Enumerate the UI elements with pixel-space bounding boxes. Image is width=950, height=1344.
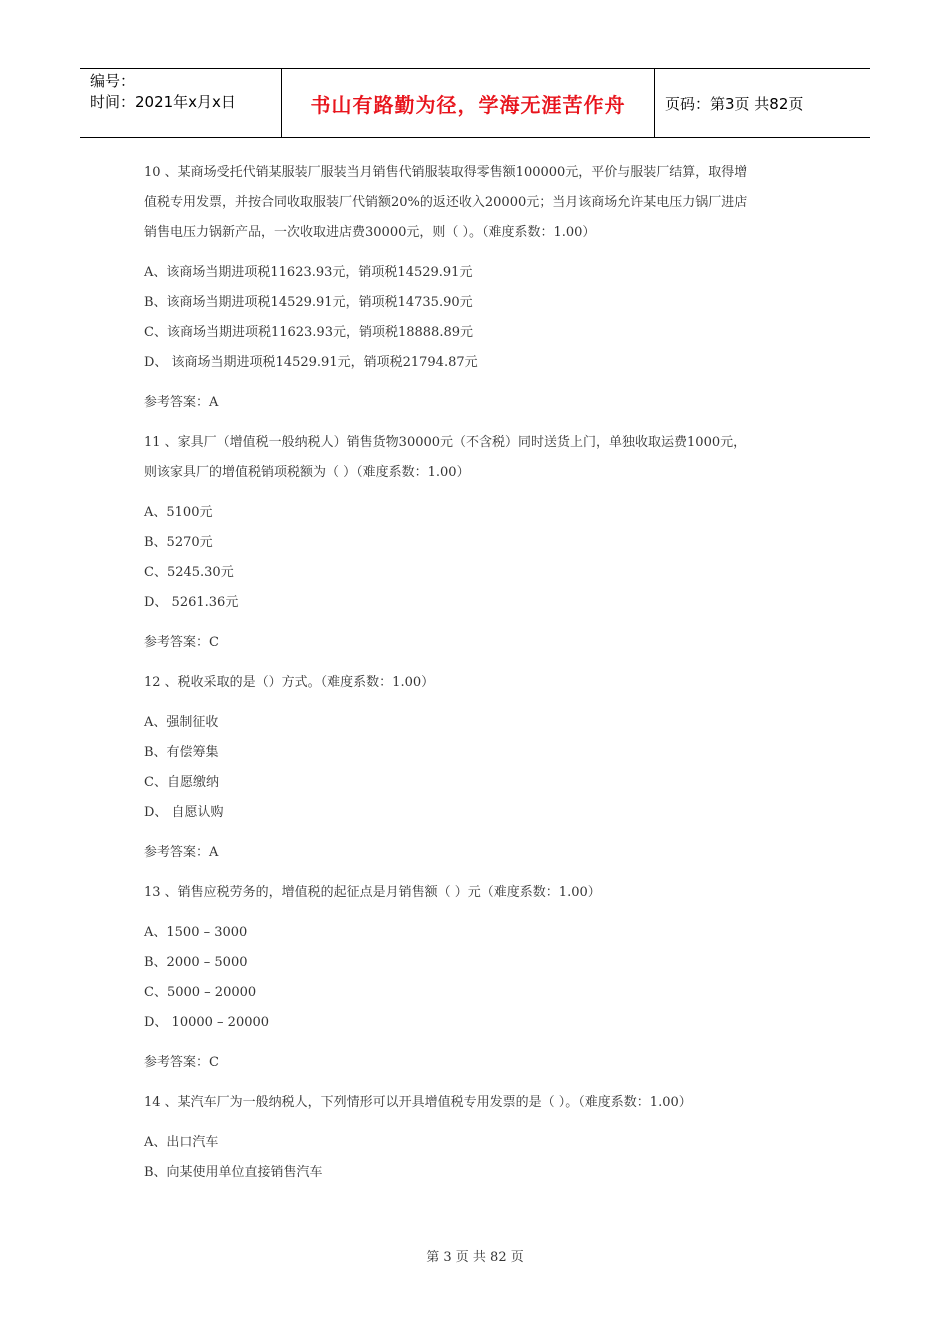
option-list bbox=[144, 1128, 814, 1188]
reference-answer: 参考答案：A bbox=[144, 845, 219, 860]
option-list bbox=[144, 258, 814, 378]
option-list bbox=[144, 708, 814, 828]
question-list bbox=[144, 158, 814, 1188]
option-d: D、 10000 – 20000 bbox=[144, 1015, 270, 1030]
question-text-line: 11 、家具厂（增值税一般纳税人）销售货物30000元（不含税）同时送货上门，单独收取运费1000元， bbox=[144, 435, 747, 450]
question-text-line: 10 、某商场受托代销某服装厂服装当月销售代销服装取得零售额100000元，平价与服装厂结算，取得增 bbox=[144, 165, 748, 180]
header-page-cell bbox=[655, 69, 870, 137]
option-b: B、5270元 bbox=[144, 535, 213, 550]
option-b: B、该商场当期进项税14529.91元，销项税14735.90元 bbox=[144, 295, 473, 310]
option-a: A、1500 – 3000 bbox=[144, 925, 248, 940]
option-b: B、向某使用单位直接销售汽车 bbox=[144, 1165, 323, 1180]
option-c: C、自愿缴纳 bbox=[144, 775, 219, 790]
option-a: A、出口汽车 bbox=[144, 1135, 219, 1150]
question-text-line: 销售电压力锅新产品，一次收取进店费30000元，则（ ）。（难度系数：1.00） bbox=[144, 225, 596, 240]
question-item bbox=[144, 878, 814, 1078]
option-list bbox=[144, 918, 814, 1038]
time-label: 时间：2021年x月x日 bbox=[90, 93, 236, 111]
option-a: A、强制征收 bbox=[144, 715, 219, 730]
header-info-cell bbox=[80, 69, 282, 137]
question-text-line: 14 、某汽车厂为一般纳税人，下列情形可以开具增值税专用发票的是（ ）。（难度系数：1.00） bbox=[144, 1095, 692, 1110]
question-text-line: 12 、税收采取的是（）方式。（难度系数：1.00） bbox=[144, 675, 435, 690]
question-text-line: 值税专用发票，并按合同收取服装厂代销额20%的返还收入20000元；当月该商场允许某电压力锅厂进店 bbox=[144, 195, 748, 210]
question-text-line: 则该家具厂的增值税销项税额为（ ）（难度系数：1.00） bbox=[144, 465, 470, 480]
motto-text: 书山有路勤为径，学海无涯苦作舟 bbox=[310, 92, 626, 117]
option-c: C、该商场当期进项税11623.93元，销项税18888.89元 bbox=[144, 325, 474, 340]
question-text-line: 13 、销售应税劳务的，增值税的起征点是月销售额（ ）元（难度系数：1.00） bbox=[144, 885, 601, 900]
number-label: 编号： bbox=[90, 72, 136, 90]
reference-answer: 参考答案：C bbox=[144, 635, 219, 650]
option-d: D、 5261.36元 bbox=[144, 595, 239, 610]
question-item bbox=[144, 158, 814, 418]
header-motto-cell bbox=[282, 69, 655, 137]
question-item bbox=[144, 1088, 814, 1188]
document-header bbox=[80, 68, 870, 138]
option-a: A、5100元 bbox=[144, 505, 213, 520]
reference-answer: 参考答案：C bbox=[144, 1055, 219, 1070]
option-b: B、2000 – 5000 bbox=[144, 955, 248, 970]
reference-answer: 参考答案：A bbox=[144, 395, 219, 410]
option-b: B、有偿筹集 bbox=[144, 745, 219, 760]
option-a: A、该商场当期进项税11623.93元，销项税14529.91元 bbox=[144, 265, 473, 280]
option-d: D、 自愿认购 bbox=[144, 805, 224, 820]
option-d: D、 该商场当期进项税14529.91元，销项税21794.87元 bbox=[144, 355, 478, 370]
question-item bbox=[144, 668, 814, 868]
page-footer bbox=[0, 1246, 950, 1265]
footer-page-number: 第 3 页 共 82 页 bbox=[426, 1250, 524, 1265]
option-c: C、5245.30元 bbox=[144, 565, 234, 580]
option-c: C、5000 – 20000 bbox=[144, 985, 257, 1000]
option-list bbox=[144, 498, 814, 618]
page-label: 页码：第3页 共82页 bbox=[665, 94, 804, 113]
question-item bbox=[144, 428, 814, 658]
